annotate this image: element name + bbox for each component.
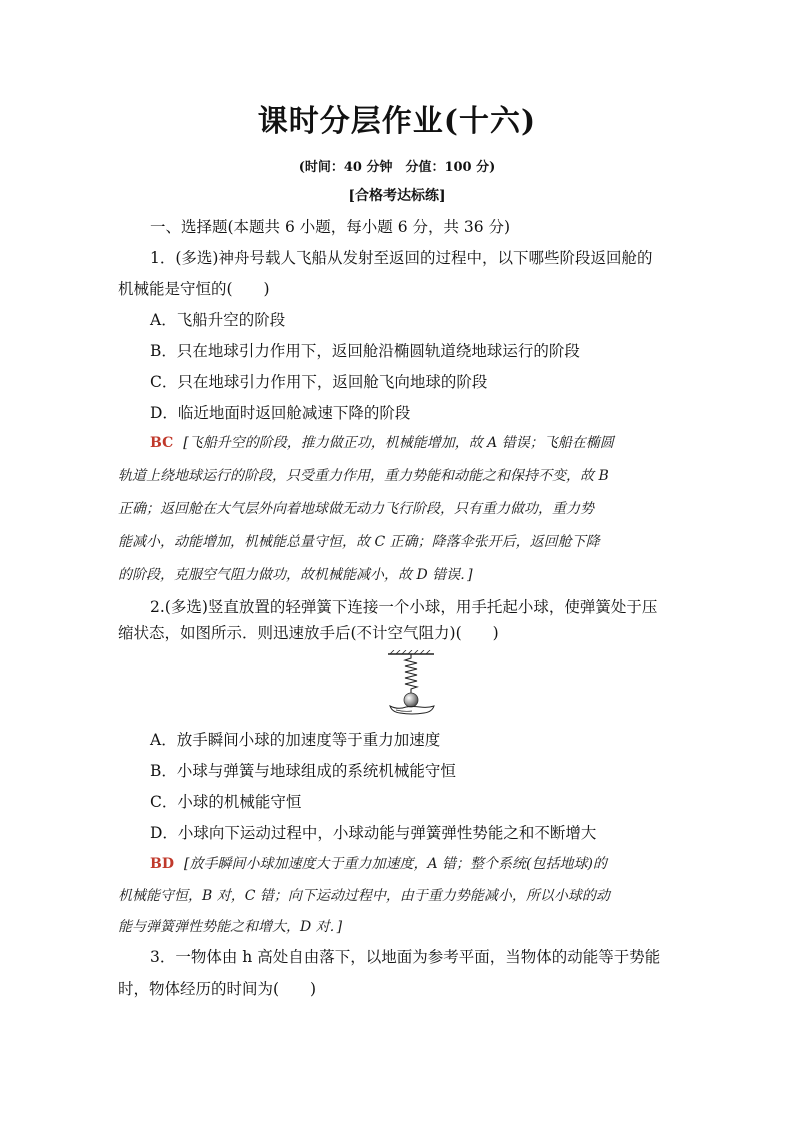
q2-explanation-line: [放手瞬间小球加速度大于重力加速度，A 错；整个系统(包括地球)的: [183, 856, 607, 872]
q2-option-c: C．小球的机械能守恒: [150, 793, 302, 811]
q1-answer-key: BC: [150, 435, 174, 451]
q2-explanation-line: 机械能守恒，B 对，C 错；向下运动过程中，由于重力势能减小，所以小球的动: [118, 888, 610, 904]
q1-explanation-line: 的阶段，克服空气阻力做功，故机械能减小，故 D 错误．]: [118, 567, 473, 583]
q2-stem-line1: 2.(多选)竖直放置的轻弹簧下连接一个小球，用手托起小球，使弹簧处于压: [150, 598, 658, 616]
section-label: [合格考达标练]: [348, 188, 446, 204]
q2-option-b: B．小球与弹簧与地球组成的系统机械能守恒: [150, 762, 456, 780]
q3-stem-line1: 3．一物体由 h 高处自由落下，以地面为参考平面，当物体的动能等于势能: [150, 948, 661, 966]
page-title: 课时分层作业(十六): [257, 104, 537, 139]
q2-stem-line2: 缩状态，如图所示．则迅速放手后(不计空气阻力)( ): [118, 624, 499, 642]
time-score-info: (时间：40 分钟 分值：100 分): [298, 160, 496, 175]
q2-option-a: A．放手瞬间小球的加速度等于重力加速度: [150, 731, 441, 749]
q3-stem-line2: 时，物体经历的时间为( ): [118, 980, 317, 998]
q1-option-d: D．临近地面时返回舱减速下降的阶段: [150, 404, 411, 422]
q2-answer-line1: [150, 854, 607, 874]
q1-explanation-line: [飞船升空的阶段，推力做正功，机械能增加，故 A 错误；飞船在椭圆: [183, 435, 614, 451]
q1-option-c: C．只在地球引力作用下，返回舱飞向地球的阶段: [150, 373, 488, 391]
spring-ball-figure: [376, 650, 446, 720]
q1-explanation-line: 轨道上绕地球运行的阶段，只受重力作用，重力势能和动能之和保持不变，故 B: [118, 468, 609, 484]
q1-explanation-line: 正确；返回舱在大气层外向着地球做无动力飞行阶段，只有重力做功，重力势: [118, 501, 594, 517]
q1-stem-line2: 机械能是守恒的( ): [118, 280, 270, 298]
part-heading: 一、选择题(本题共 6 小题，每小题 6 分，共 36 分): [150, 218, 511, 236]
q2-answer-key: BD: [150, 856, 174, 872]
q1-explanation-line: 能减小，动能增加，机械能总量守恒，故 C 正确；降落伞张开后，返回舱下降: [118, 534, 600, 550]
q2-explanation-line: 能与弹簧弹性势能之和增大，D 对．]: [118, 919, 343, 935]
q1-option-a: A．飞船升空的阶段: [150, 311, 286, 329]
q1-option-b: B．只在地球引力作用下，返回舱沿椭圆轨道绕地球运行的阶段: [150, 342, 580, 360]
q1-answer-line1: [150, 433, 614, 453]
q1-stem-line1: 1．(多选)神舟号载人飞船从发射至返回的过程中，以下哪些阶段返回舱的: [150, 249, 653, 267]
q2-option-d: D．小球向下运动过程中，小球动能与弹簧弹性势能之和不断增大: [150, 824, 597, 842]
